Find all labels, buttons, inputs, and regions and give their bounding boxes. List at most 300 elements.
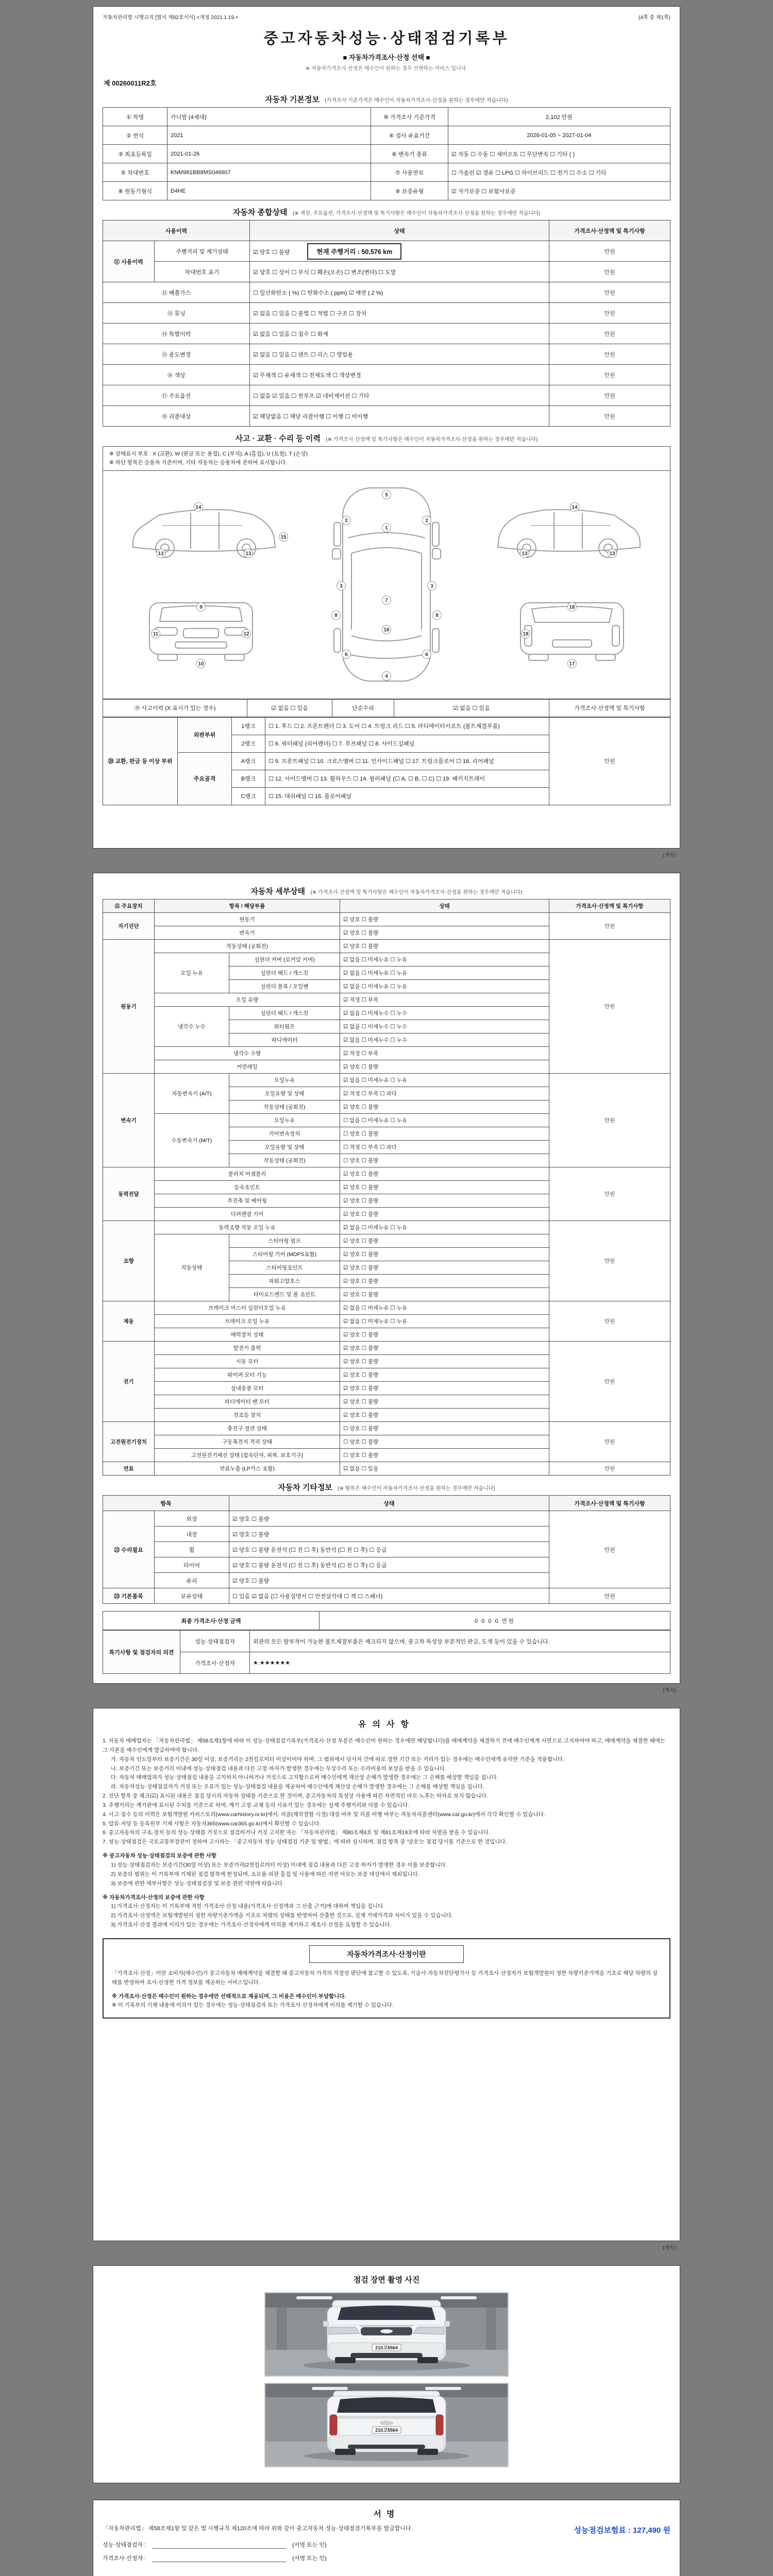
svg-text:12: 12 [243, 631, 249, 637]
form-cell: ⑲ 사고이력 (X 표시가 있는 경우) [103, 699, 247, 717]
svg-text:2: 2 [345, 518, 348, 524]
form-cell: 연료 [103, 1462, 155, 1476]
form-cell[interactable]: ☐ 양호 ☐ 불량 [340, 1422, 549, 1435]
document-number: 제 00260011R2호 [104, 79, 157, 87]
form-cell: 상태 [250, 221, 549, 241]
form-meta-row [103, 13, 670, 21]
note-line: ※ 자동차가격조사·산정의 보증에 관한 사항 [103, 1894, 205, 1901]
svg-text:6: 6 [425, 652, 428, 658]
form-cell: 시동 모터 [155, 1355, 340, 1368]
form-cell[interactable]: ☑ 양호 ☐ 불량 [340, 1275, 549, 1288]
form-cell: 실내송풍 모터 [155, 1382, 340, 1395]
signature-statement: 「자동차관리법」 제58조제1항 및 같은 법 시행규칙 제120조에 따라 위와 같이 중고자동차 성능·상태점검기록부를 발급합니다. [103, 2526, 413, 2532]
form-cell: 주요골격 [178, 752, 232, 805]
form-cell: 휠 [155, 1542, 229, 1557]
form-cell: 발전기 출력 [155, 1342, 340, 1355]
note-line: 1) 가격조사·산정자는 이 기록부에 적힌 가격조사·산정 내용(가격조사·산정액과 그 산출 근거)에 대하여 책임을 집니다. [111, 1903, 385, 1910]
form-cell: 충전구 절연 상태 [155, 1422, 340, 1435]
form-cell[interactable]: ☐ 9. 프론트패널 ☐ 10. 크로스멤버 ☐ 11. 인사이드패널 ☐ 17. 트렁크플로어 ☐ 18. 리어패널 [265, 752, 549, 770]
svg-text:8: 8 [435, 613, 439, 619]
form-cell: 제동 [103, 1301, 155, 1342]
form-cell[interactable]: ☑ 적정 ☐ 부족 ☐ 과다 [340, 1087, 549, 1100]
form-cell[interactable]: ☑ 없음 ☐ 있음 [340, 1462, 549, 1476]
form-cell[interactable]: ☑ 양호 ☐ 불량 [340, 1395, 549, 1409]
document-subtitle: ■ 자동차가격조사·산정 선택 ■ [343, 54, 430, 61]
form-cell[interactable]: ☑ 양호 ☐ 불량 운전석 (☐ 전 ☐ 후) 동반석 (☐ 전 ☐ 후) ☐ 응급 [229, 1542, 549, 1557]
note-line: 7. 성능·상태점검은 국토교통부장관이 정하여 고시하는 「중고자동차 성능·상태점검 기준 및 방법」에 따라 실시하며, 점검 항목 중 '양호'는 점검 당시를 기준으로 한 것입니다. [103, 1839, 507, 1845]
form-cell: ① 차명 [103, 108, 167, 126]
form-cell: 가격조사·산정액 및 특기사항 [549, 699, 670, 717]
form-cell[interactable]: ☑ 없음 ☐ 미세누유 ☐ 누유 [340, 980, 549, 993]
form-cell[interactable]: ☑ 자동 ☐ 수동 ☐ 세미오토 ☐ 무단변속 ☐ 기타 ( ) [448, 145, 670, 163]
form-cell: 외장 [155, 1511, 229, 1527]
form-cell: 오일 유량 [155, 993, 340, 1007]
form-cell[interactable]: ☑ 양호 ☐ 불량 [340, 1060, 549, 1074]
form-cell[interactable]: 2,102 만원 [448, 108, 670, 126]
form-cell: 변속기 [155, 926, 340, 940]
svg-text:19: 19 [523, 631, 529, 637]
form-cell: 만원 [549, 717, 670, 805]
note-line: 2) 보증의 범위는 이 기록부에 기재된 점검 항목에 한정되며, 소모품·외관 흠집 및 사용에 따른 자연 마모는 보증 대상에서 제외됩니다. [111, 1871, 419, 1877]
form-cell: 고전원전기배선 상태 (접속단자, 피복, 보호기구) [155, 1449, 340, 1462]
form-cell[interactable]: ☐ 6. 쿼터패널 (리어펜더) ☐ 7. 루프패널 ☐ 8. 사이드실패널 [265, 735, 549, 752]
form-cell: 오일누유 [229, 1074, 340, 1087]
pricing-definition-lines [112, 1969, 661, 2010]
form-cell: 라디에이터 팬 모터 [155, 1395, 340, 1409]
continued-note: (계속) [663, 2245, 676, 2251]
note-line: 4. 사고·침수 등의 이력은 보험개발원 카히스토리(www.carhistory.or.kr)에서, 리콜(제작결함 시정) 대상 여부 및 리콜 이행 여부는 자동차리콜센터(www.car.go.kr)에서 각각 확인할 수 있습니다. [103, 1811, 545, 1818]
form-cell[interactable]: ☑ 양호 ☐ 불량 [340, 1355, 549, 1368]
note-line: 가. 자동차 인도일부터 보증기간은 30일 이상, 보증거리는 2천킬로미터 이상이어야 하며, 그 범위에서 당사자 간에 따로 정한 기간 또는 거리가 있는 경우에는 매수인에게 유리한 기준을 적용합니다. [111, 1756, 565, 1762]
form-cell: 사용이력 [103, 221, 250, 241]
form-cell[interactable]: ☑ 양호 ☐ 불량 [340, 1234, 549, 1248]
form-cell: 만원 [549, 940, 670, 1074]
form-cell[interactable]: ☑ 없음 ☐ 미세누수 ☐ 누수 [340, 1007, 549, 1020]
section-etc-header [103, 1482, 670, 1493]
note-line: 다. 자동차 매매업자가 성능·상태점검 내용을 고지하지 아니하거나 거짓으로 고지함으로써 매수인에게 재산상 손해가 발생한 경우에는 그 손해를 배상할 책임을 집니다. [111, 1774, 498, 1781]
svg-text:8: 8 [334, 613, 338, 619]
form-cell[interactable]: ☑ 양호 ☐ 불량 [340, 1409, 549, 1422]
form-cell: 오일누유 [229, 1114, 340, 1127]
form-cell: 커먼레일 [155, 1060, 340, 1074]
note-line: 2) 가격조사·산정액은 보험개발원이 정한 차량기준가액을 기초로 차량의 상태를 반영하여 산출한 것으로, 실제 거래가격과 차이가 있을 수 있습니다. [111, 1912, 453, 1919]
form-cell: 오일 누유 [155, 953, 229, 993]
form-cell[interactable]: 2021-01-26 [167, 145, 371, 163]
svg-text:5: 5 [385, 492, 388, 498]
section-detail-title: 자동차 세부상태 [250, 887, 306, 896]
form-cell: ⑥ 변속기 종류 [371, 145, 448, 163]
inspector-signature-blank[interactable] [152, 2543, 286, 2549]
form-cell[interactable]: 외관의 모든 탈부착이 가능한 볼트체결부품은 체크되지 않으며, 중고차 특성상 부분적인 판금, 도색 등이 있을 수 있습니다. [250, 1631, 670, 1652]
form-cell[interactable]: ☑ 없음 ☐ 미세누유 ☐ 누유 [340, 1074, 549, 1087]
appraiser-signature-line [103, 2554, 670, 2562]
form-cell: 작동상태 (공회전) [229, 1100, 340, 1114]
pricing-definition-title: 자동차가격조사·산정이란 [309, 1945, 464, 1963]
form-cell: 가격조사·산정자 [180, 1652, 250, 1674]
form-cell[interactable]: ☑ 없음 ☐ 미세누유 ☐ 누유 [340, 1315, 549, 1328]
form-cell: 오일유량 및 상태 [229, 1087, 340, 1100]
form-cell: ③ 최초등록일 [103, 145, 167, 163]
final-price-table [103, 1611, 670, 1630]
form-cell: 와이퍼 모터 기능 [155, 1368, 340, 1382]
form-cell: 연료누출 (LP가스 포함) [155, 1462, 340, 1476]
svg-text:14: 14 [572, 504, 578, 511]
form-cell: ⑱ 리콜대상 [103, 406, 250, 427]
form-cell: 차대번호 표기 [155, 262, 250, 282]
signature-row [103, 2524, 670, 2535]
form-cell[interactable]: ☐ 양호 ☐ 불량 [340, 1435, 549, 1449]
form-cell: 만원 [549, 913, 670, 940]
form-cell: 자기진단 [103, 913, 155, 940]
form-cell: 냉각수 누수 [155, 1007, 229, 1047]
form-cell[interactable]: ☑ 양호 ☐ 불량 [340, 1100, 549, 1114]
form-cell: 최종 가격조사·산정 금액 [103, 1612, 320, 1630]
form-cell: 가격조사·산정액 및 특기사항 [549, 900, 670, 913]
detail-status-panel [93, 873, 680, 1684]
form-cell: ⑭ 특별이력 [103, 324, 250, 344]
form-cell[interactable]: ☑ 양호 ☐ 불량 [340, 1194, 549, 1208]
inspector-opinion-table [103, 1630, 670, 1674]
note-line: 1. 자동차 매매업자는 「자동차관리법」 제58조제1항에 따라 이 성능·상태점검기록부(가격조사·산정 부분은 매수인이 원하는 경우에만 해당합니다)를 매매계약을 체결하기 전에 매수인에게 서면으로 고지하여야 하고, 매매계약을 체결한 때에는 그 사본을 매수인에게 발급하여야 합니다. [103, 1738, 665, 1753]
form-cell[interactable]: ☐ 12. 사이드멤버 ☐ 13. 휠하우스 ☐ 14. 필러패널 (☐ A, ☐ B, ☐ C) ☐ 19. 패키지트레이 [265, 770, 549, 787]
form-cell: 타이어 [155, 1557, 229, 1573]
form-cell[interactable]: ☑ 양호 ☐ 불량 [340, 1342, 549, 1355]
svg-text:3: 3 [430, 583, 433, 589]
form-cell: 만원 [549, 1588, 670, 1604]
inspector-label: 성능·상태점검자 : [103, 2542, 146, 2548]
form-cell: 만원 [549, 1462, 670, 1476]
form-cell: 실린더 블록 / 오일팬 [229, 980, 340, 993]
inspection-photo-rear [264, 2383, 509, 2467]
form-cell[interactable]: ☑ 없음 ☐ 있음 ☐ 불법 ☐ 적법 ☐ 구조 ☐ 장치 [250, 303, 549, 324]
seal-note: (서명 또는 인) [292, 2542, 327, 2548]
form-cell: 단순수리 [332, 699, 394, 717]
form-cell: 클러치 어셈블리 [155, 1167, 340, 1181]
form-cell: 작동상태 (공회전) [155, 940, 340, 953]
note-line: 1) 성능·상태점검자는 보증기간(30일 이상) 또는 보증거리(2천킬로미터 이상) 이내에 점검 내용과 다른 고장·하자가 발생한 경우 이를 보증합니다. [111, 1861, 447, 1868]
svg-text:9: 9 [199, 604, 203, 611]
form-cell[interactable]: ☑ 양호 ☐ 불량 [340, 913, 549, 926]
form-cell[interactable]: ☐ 없음 ☐ 미세누유 ☐ 누유 [340, 1114, 549, 1127]
section-detail-note: (※ 가격조사·산정액 및 특기사항은 매수인이 자동차가격조사·산정을 원하는 경우에만 적습니다) [310, 890, 523, 895]
form-cell: 만원 [549, 1342, 670, 1422]
vehicle-diagram-svg [113, 475, 660, 694]
signature-title: 서명 [373, 2510, 400, 2519]
form-cell[interactable]: ☑ 양호 ☐ 불량 [340, 1208, 549, 1221]
form-cell[interactable]: ☑ 없음 ☐ 있음 ☐ 렌트 ☐ 리스 ☐ 영업용 [250, 344, 549, 365]
form-cell[interactable]: ☑ 양호 ☐ 불량 [340, 1288, 549, 1301]
form-cell[interactable]: ☑ 양호 ☐ 불량 [340, 1382, 549, 1395]
form-cell[interactable]: ★.★★★★★★ [250, 1652, 670, 1674]
form-cell: 변속기 [103, 1074, 155, 1167]
form-cell[interactable]: ☑ 없음 ☐ 있음 ☐ 침수 ☐ 화재 [250, 324, 549, 344]
form-cell: 스티어링 펌프 [229, 1234, 340, 1248]
form-cell: 항목 [103, 1496, 229, 1511]
form-cell: ⑰ 주요옵션 [103, 385, 250, 406]
appraiser-signature-blank[interactable] [152, 2556, 286, 2562]
inspection-photo-front [264, 2292, 509, 2377]
form-cell[interactable]: ☑ 해당없음 ☐ 해당 리콜이행 ☐ 이행 ☐ 미이행 [250, 406, 549, 427]
form-cell: 추진축 및 베어링 [155, 1194, 340, 1208]
form-cell: 만원 [549, 241, 670, 262]
form-cell[interactable]: ☑ 없음 ☐ 미세누유 ☐ 누유 [340, 953, 549, 967]
form-cell[interactable]: ☐ 있음 ☑ 없음 (☐ 사용설명서 ☐ 안전삼각대 ☐ 잭 ☐ 스패너) [229, 1588, 549, 1604]
form-cell: 파워고압호스 [229, 1275, 340, 1288]
form-cell[interactable]: ☑ 없음 ☐ 있음 [394, 699, 549, 717]
note-line: 6. 중고자동차의 구조·장치 등의 성능·상태를 거짓으로 점검하거나 거짓 고지한 자는 「자동차관리법」 제80조제6호 및 제81조제19호에 따라 처벌을 받을 수 있습니다. [103, 1829, 490, 1836]
form-cell[interactable]: ☑ 없음 ☐ 있음 [247, 699, 332, 717]
form-cell: ㉑ 주요장치 [103, 900, 155, 913]
form-cell[interactable]: ☑ 양호 ☐ 상이 ☐ 부식 ☐ 훼손(오손) ☐ 변조(변타) ☐ 도말 [250, 262, 549, 282]
note-line: 라. 자동차성능·상태점검자가 거짓 또는 오류가 있는 성능·상태점검 내용을 제공하여 매수인에게 재산상 손해가 발생한 경우에는 그 손해를 배상할 책임을 집니다. [111, 1784, 484, 1790]
inspection-insurance-fee: 성능점검보험료 : 127,490 원 [574, 2526, 670, 2535]
page-marker: (4쪽 중 제1쪽) [638, 15, 670, 21]
form-cell[interactable]: ☑ 양호 ☐ 불량 [340, 926, 549, 940]
front-photo-illustration [265, 2293, 508, 2376]
form-cell[interactable]: ☑ 양호 ☐ 불량 현재 주행거리 : 50,576 km [250, 241, 549, 262]
form-cell: 실린더 헤드 / 개스킷 [229, 967, 340, 980]
form-cell: 동력조향 작동 오일 누유 [155, 1221, 340, 1234]
form-cell[interactable]: D4HE [167, 182, 371, 200]
form-cell: 만원 [549, 324, 670, 344]
section-etc-note: (※ 항목은 매수인이 자동차가격조사·산정을 원하는 경우에만 적습니다) [338, 1486, 495, 1492]
form-cell[interactable]: 카니발 (4세대) [167, 108, 371, 126]
form-cell: ⑬ 튜닝 [103, 303, 250, 324]
document-title: 중고자동차성능·상태점검기록부 [263, 30, 510, 47]
section-basic-title: 자동차 기본정보 [265, 95, 320, 104]
form-cell[interactable]: ☐ 적정 ☐ 부족 ☐ 과다 [340, 1141, 549, 1154]
svg-text:7: 7 [385, 598, 388, 604]
form-cell[interactable]: 0 0 0 0 만원 [320, 1612, 670, 1630]
form-cell: 브레이크 오일 누유 [155, 1315, 340, 1328]
form-cell: 만원 [549, 1074, 670, 1167]
form-cell: C랭크 [232, 787, 265, 805]
form-cell: ⑫ 배출가스 [103, 282, 250, 303]
form-cell[interactable]: ☐ 양호 ☐ 불량 [340, 1127, 549, 1141]
form-cell: ② 연식 [103, 126, 167, 145]
form-cell: 내장 [155, 1527, 229, 1542]
form-cell[interactable]: ☐ 가솔린 ☑ 경유 ☐ LPG ☐ 하이브리드 ☐ 전기 ☐ 수소 ☐ 기타 [448, 163, 670, 182]
inspector-signature-line [103, 2540, 670, 2549]
form-cell: 유리 [155, 1573, 229, 1588]
note-line: 3. 주행거리는 계기판에 표시된 수치를 기준으로 하며, 계기 고장·교체 등의 사유가 있는 경우에는 실제 주행거리와 다를 수 있습니다. [103, 1802, 410, 1808]
section-overall-title: 자동차 종합상태 [232, 208, 288, 217]
form-cell[interactable]: ☐ 없음 ☑ 있음 ☐ 썬루프 ☑ 네비게이션 ☐ 기타 [250, 385, 549, 406]
form-cell[interactable]: ☑ 양호 ☐ 불량 [340, 1368, 549, 1382]
rear-plate-text: 210고5564 [375, 2428, 398, 2433]
etc-info-table [103, 1495, 670, 1604]
form-cell: 디퍼렌셜 기어 [155, 1208, 340, 1221]
form-cell: ㉒ 수리필요 [103, 1511, 155, 1588]
note-line: ※ 이 기록부의 기재 내용에 이의가 있는 경우에는 성능·상태점검자 또는 가격조사·산정자에게 이의를 제기할 수 있습니다. [112, 2002, 394, 2009]
notice-title: 유의사항 [358, 1720, 415, 1729]
form-cell: 만원 [549, 1511, 670, 1588]
form-cell[interactable]: ☐ 양호 ☐ 불량 [340, 1449, 549, 1462]
svg-text:18: 18 [569, 604, 575, 611]
form-cell[interactable]: ☑ 양호 ☐ 불량 [340, 1328, 549, 1342]
form-cell[interactable]: ☑ 양호 ☐ 불량 [340, 1181, 549, 1194]
form-cell: ⑯ 색상 [103, 365, 250, 385]
form-cell: 항목 / 해당부품 [155, 900, 340, 913]
form-cell[interactable]: ☑ 무채색 ☐ 유채색 ☐ 전체도색 ☐ 색상변경 [250, 365, 549, 385]
form-cell: 만원 [549, 385, 670, 406]
form-cell: 고전원전기장치 [103, 1422, 155, 1462]
form-cell: ㉓ 기본품목 [103, 1588, 155, 1604]
form-cell[interactable]: ☑ 양호 ☐ 불량 [340, 1261, 549, 1275]
form-cell[interactable]: ☑ 양호 ☐ 불량 [229, 1527, 549, 1542]
form-cell[interactable]: ☐ 1. 후드 ☐ 2. 프론트펜더 ☐ 3. 도어 ☐ 4. 트렁크 리드 ☐ 5. 라디에이터서포트 (볼트체결부품) [265, 717, 549, 735]
form-cell: 실린더 헤드 / 개스킷 [229, 1007, 340, 1020]
form-cell[interactable]: ☑ 양호 ☐ 불량 [340, 1167, 549, 1181]
form-cell[interactable]: ☑ 없음 ☐ 미세누유 ☐ 누유 [340, 1301, 549, 1315]
form-cell: 작동상태 [155, 1234, 229, 1301]
form-cell: 보유상태 [155, 1588, 229, 1604]
pricing-definition-box [103, 1938, 670, 2019]
form-cell: 브레이크 마스터 실린더오일 누유 [155, 1301, 340, 1315]
section-overall-header [103, 207, 670, 217]
front-plate-text: 210고5564 [375, 2345, 398, 2350]
form-cell: 워터펌프 [229, 1020, 340, 1033]
form-cell: 전조등 장치 [155, 1409, 340, 1422]
form-cell[interactable]: KNM981BB8MS046607 [167, 163, 371, 182]
form-cell: 수동변속기 (M/T) [155, 1114, 229, 1167]
svg-text:17: 17 [569, 661, 575, 667]
form-cell: 스티어링조인트 [229, 1261, 340, 1275]
form-cell: 원동기 [103, 940, 155, 1074]
note-line: ※ 중고자동차 성능·상태점검의 보증에 관한 사항 [103, 1853, 217, 1859]
form-cell[interactable]: ☑ 없음 ☐ 미세누수 ☐ 누수 [340, 1020, 549, 1033]
form-cell[interactable]: 2026-01-05 ~ 2027-01-04 [448, 126, 670, 145]
form-cell[interactable]: 2021 [167, 126, 371, 145]
form-cell[interactable]: ☐ 15. 대쉬패널 ☐ 16. 플로어패널 [265, 787, 549, 805]
document-subtitle-note: ※ 자동차가격조사·산정은 매수인이 원하는 경우 선택하는 서비스 입니다. [305, 66, 468, 72]
form-cell: 만원 [549, 303, 670, 324]
form-cell[interactable]: ☑ 양호 ☐ 불량 [229, 1511, 549, 1527]
svg-text:16: 16 [383, 627, 390, 633]
form-cell[interactable]: ☑ 없음 ☐ 미세누수 ☐ 누수 [340, 1033, 549, 1047]
form-cell: 만원 [549, 1301, 670, 1342]
photo-section-title: 점검 장면 촬영 사진 [353, 2276, 420, 2284]
continued-note [93, 2483, 680, 2500]
form-cell[interactable]: ☑ 양호 ☐ 불량 [340, 940, 549, 953]
note-line: 5. 압류·저당 등 등록원부 기재 사항은 자동차365(www.car365.go.kr)에서 확인할 수 있습니다. [103, 1820, 321, 1827]
form-cell: ⑨ 보증유형 [371, 182, 448, 200]
form-cell: 배력장치 상태 [155, 1328, 340, 1342]
form-cell[interactable]: ☑ 양호 ☐ 불량 운전석 (☐ 전 ☐ 후) 동반석 (☐ 전 ☐ 후) ☐ 응급 [229, 1557, 549, 1573]
form-cell: 만원 [549, 1221, 670, 1301]
svg-text:10: 10 [198, 661, 204, 667]
detail-status-table [103, 899, 670, 1476]
continued-note: (계속) [663, 853, 676, 858]
form-cell: 라디에이터 [229, 1033, 340, 1047]
form-cell: 냉각수 수량 [155, 1047, 340, 1060]
form-cell: 전기 [103, 1342, 155, 1422]
form-cell[interactable]: ☐ 양호 ☐ 불량 [340, 1154, 549, 1167]
svg-text:13: 13 [158, 551, 164, 557]
main-form-panel [93, 6, 680, 849]
form-cell: 작동상태 (공회전) [229, 1154, 340, 1167]
form-cell: 2랭크 [232, 735, 265, 752]
notice-lines [103, 1737, 670, 1930]
document-page [93, 0, 680, 2576]
note-line: 3) 보증에 관한 세부사항은 성능·상태점검장 및 보증 관련 약관에 따릅니다. [111, 1880, 284, 1887]
section-basic-header [103, 94, 670, 105]
form-cell[interactable]: ☑ 없음 ☐ 미세누유 ☐ 누유 [340, 1221, 549, 1234]
form-cell: ⑮ 용도변경 [103, 344, 250, 365]
damage-legend [103, 446, 670, 470]
form-cell: ⑪ 사용이력 [103, 241, 155, 282]
form-cell: A랭크 [232, 752, 265, 770]
note-line: 「가격조사·산정」이란 소비자(매수인)가 중고자동차 매매계약을 체결할 때 중고자동차 가격의 적절성 판단에 참고할 수 있도록, 기술사·자동차진단평가사 등 가격조사·산정자가 보험개발원이 정한 차량기준가액을 기초로 해당 차량의 상태를 반영하여 조사·산정한 가격 정보를 제공하는 서비스입니다. [112, 1970, 658, 1986]
svg-text:14: 14 [195, 504, 201, 511]
form-cell: 실린더 커버 (로커암 커버) [229, 953, 340, 967]
svg-text:13: 13 [245, 551, 251, 557]
form-cell: 구동축전지 격리 상태 [155, 1435, 340, 1449]
form-cell: 등속조인트 [155, 1181, 340, 1194]
form-cell: ⑳ 교환, 판금 등 이상 부위 [103, 717, 178, 805]
damage-legend-line2: ※ 하단 항목은 승용차 기준이며, 기타 자동차는 승용차에 준하여 표시합니다. [109, 459, 288, 466]
form-cell: 외판부위 [178, 717, 232, 752]
form-cell: 만원 [549, 1167, 670, 1221]
form-cell: 상태 [229, 1496, 549, 1511]
form-cell[interactable]: ☑ 적정 ☐ 부족 [340, 993, 549, 1007]
svg-text:15: 15 [280, 534, 287, 540]
section-overall-note: (※ 색상, 주요옵션, 가격조사·산정액 및 특기사항은 매수인이 자동차가격조사·산정을 원하는 경우에만 적습니다) [292, 211, 541, 216]
notice-panel [93, 1708, 680, 2241]
form-cell[interactable]: ☑ 적정 ☐ 부족 [340, 1047, 549, 1060]
form-cell: 조향 [103, 1221, 155, 1301]
continued-note: (계속) [663, 1688, 676, 1693]
form-cell: ⑩ 가격조사 기준가격 [371, 108, 448, 126]
accident-history-table [103, 699, 670, 717]
form-cell: 만원 [549, 406, 670, 427]
form-cell: ⑦ 사용연료 [371, 163, 448, 182]
form-cell[interactable]: ☑ 양호 ☐ 불량 [340, 1248, 549, 1261]
seal-note: (서명 또는 인) [292, 2555, 327, 2562]
form-cell[interactable]: ☑ 자가보증 ☐ 보험사보증 [448, 182, 670, 200]
section-accident-title: 사고 · 교환 · 수리 등 이력 [235, 434, 321, 443]
form-cell: 만원 [549, 262, 670, 282]
form-cell: 1랭크 [232, 717, 265, 735]
rear-photo-illustration [265, 2384, 508, 2466]
form-cell: 만원 [549, 282, 670, 303]
section-accident-note: (※ 가격조사·산정액 및 특기사항은 매수인이 자동차가격조사·산정을 원하는 경우에만 적습니다) [326, 437, 538, 443]
form-cell: 동력전달 [103, 1167, 155, 1221]
signature-panel [93, 2500, 680, 2576]
form-cell: 특기사항 및 점검자의 의견 [103, 1631, 180, 1674]
svg-text:2: 2 [425, 518, 428, 524]
form-cell[interactable]: ☑ 양호 ☐ 불량 [229, 1573, 549, 1588]
appraiser-label: 가격조사·산정자 : [103, 2555, 146, 2562]
photo-panel [93, 2265, 680, 2483]
form-cell: 주행거리 및 계기상태 [155, 241, 250, 262]
form-cell: 만원 [549, 344, 670, 365]
svg-text:1: 1 [385, 525, 388, 531]
form-cell[interactable]: ☑ 없음 ☐ 미세누유 ☐ 누유 [340, 967, 549, 980]
form-cell[interactable]: ☐ 일산화탄소 ( %) ☐ 탄화수소 ( ppm) ☑ 매연 ( 2 %) [250, 282, 549, 303]
note-line: ※ 가격조사·산정은 매수인이 원하는 경우에만 선택적으로 제공되며, 그 비용은 매수인이 부담합니다. [112, 1993, 346, 1999]
svg-text:11: 11 [153, 631, 159, 637]
svg-text:13: 13 [609, 551, 615, 557]
form-cell: B랭크 [232, 770, 265, 787]
form-cell: 만원 [549, 1422, 670, 1462]
form-cell: ⑤ 차대번호 [103, 163, 167, 182]
section-etc-title: 자동차 기타정보 [278, 1483, 332, 1492]
svg-text:13: 13 [522, 551, 528, 557]
svg-text:3: 3 [340, 583, 343, 589]
note-line: 3) 가격조사·산정 결과에 이의가 있는 경우에는 가격조사·산정자에게 이의를 제기하고 재조사·산정을 요청할 수 있습니다. [111, 1922, 392, 1928]
svg-text:4: 4 [385, 673, 388, 680]
